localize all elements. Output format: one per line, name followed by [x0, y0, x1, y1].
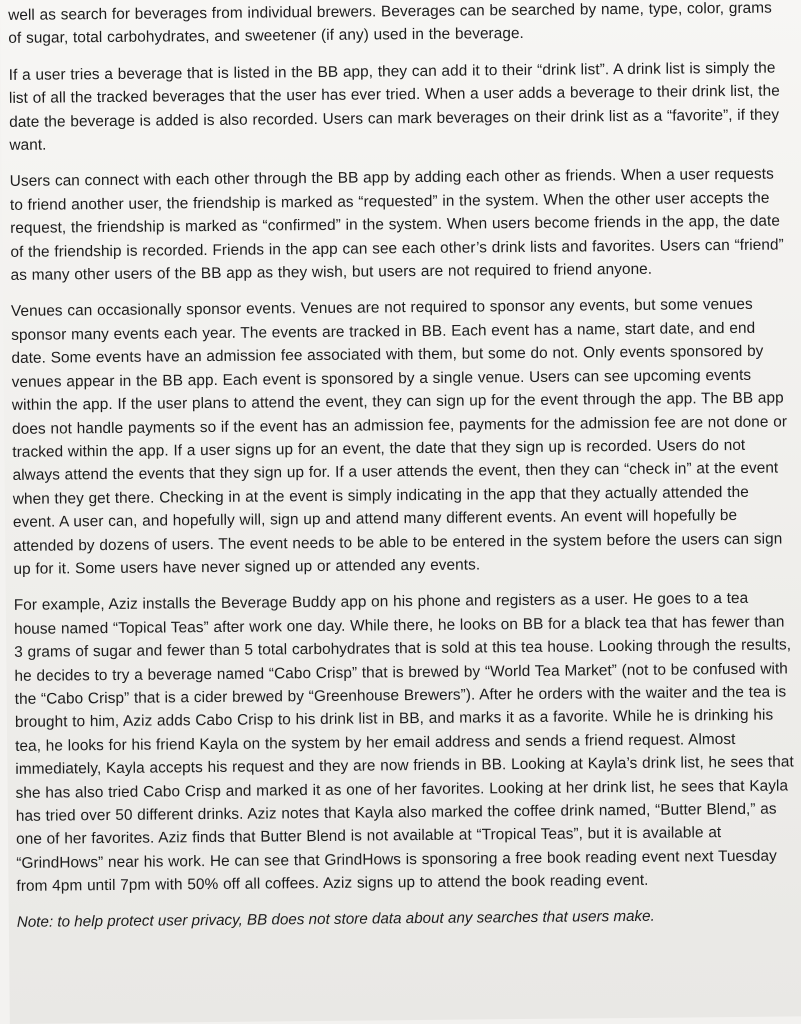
- paragraph-friends: Users can connect with each other through the BB app by adding each other as friends. When a user requests to friend another user, the friendship is marked as “requested” in the system. When the other user accepts the request, the friendship is marked as “confirmed” in the system. When users become friends in the app, the date of the friendship is recorded. Friends in the app can see each other’s drink lists and favorites. Users can “friend” as many other users of the BB app as they wish, but users are not required to friend anyone.: [9, 166, 784, 284]
- privacy-note: Note: to help protect user privacy, BB does not store data about any searches that users make.: [16, 907, 655, 931]
- paragraph-search-intro: well as search for beverages from individual brewers. Beverages can be searched by name, type, color, grams of sugar, total carbohydrates, and sweetener (if any) used in the beverage.: [8, 0, 772, 48]
- paragraph-example: For example, Aziz installs the Beverage Buddy app on his phone and registers as a user. He goes to a tea house named “Topical Teas” after work one day. While there, he looks on BB for a black tea that has fewer than 3 grams of sugar and fewer than 5 total carbohydrates that is sold at this tea house. Looking through the results, he decides to try a beverage named “Cabo Crisp” that is brewed by “World Tea Market” (not to be confused with the “Cabo Crisp” that is a cider brewed by “Greenhouse Brewers”). After he orders with the waiter and the tea is brought to him, Aziz adds Cabo Crisp to his drink list in BB, and marks it as a favorite. While he is drinking his tea, he looks for his friend Kayla on the system by her email address and sends a friend request. Almost immediately, Kayla accepts his request and they are now friends in BB. Looking at Kayla’s drink list, he sees that she has also tried Cabo Crisp and marked it as one of her favorites. Looking at her drink list, he sees that Kayla has tried over 50 different drinks. Aziz notes that Kayla also marked the coffee drink named, “Butter Blend,” as one of her favorites. Aziz finds that Butter Blend is not available at “Tropical Teas”, but it is available at “GrindHows” near his work. He can see that GrindHows is sponsoring a free book reading event next Tuesday from 4pm until 7pm with 50% off all coffees. Aziz signs up to attend the book reading event.: [13, 590, 794, 896]
- paragraph-events: Venues can occasionally sponsor events. Venues are not required to sponsor any events, but some venues sponsor many events each year. The events are tracked in BB. Each event has a name, start date, and end date. Some events have an admission fee associated with them, but some do not. Only events sponsored by venues appear in the BB app. Each event is sponsored by a single venue. Users can see upcoming events within the app. If the user plans to attend the event, they can sign up for the event through the app. The BB app does not handle payments so if the event has an admission fee, payments for the admission fee are not done or tracked within the app. If a user signs up for an event, the date that they sign up is recorded. Users do not always attend the events that they sign up for. If a user attends the event, then they can “check in” at the event when they get there. Checking in at the event is simply indicating in the app that they actually attended the event. A user can, and hopefully will, sign up and attend many different events. An event will hopefully be attended by dozens of users. The event needs to be able to be entered in the system before the users can sign up for it. Some users have never signed up or attended any events.: [10, 296, 788, 578]
- paragraph-drink-list: If a user tries a beverage that is listed in the BB app, they can add it to their “drink list”. A drink list is simply the list of all the tracked beverages that the user has ever tried. When a user adds a beverage to their drink list, the date the beverage is added is also recorded. Users can mark beverages on their drink list as a “favorite”, if they want.: [8, 59, 780, 154]
